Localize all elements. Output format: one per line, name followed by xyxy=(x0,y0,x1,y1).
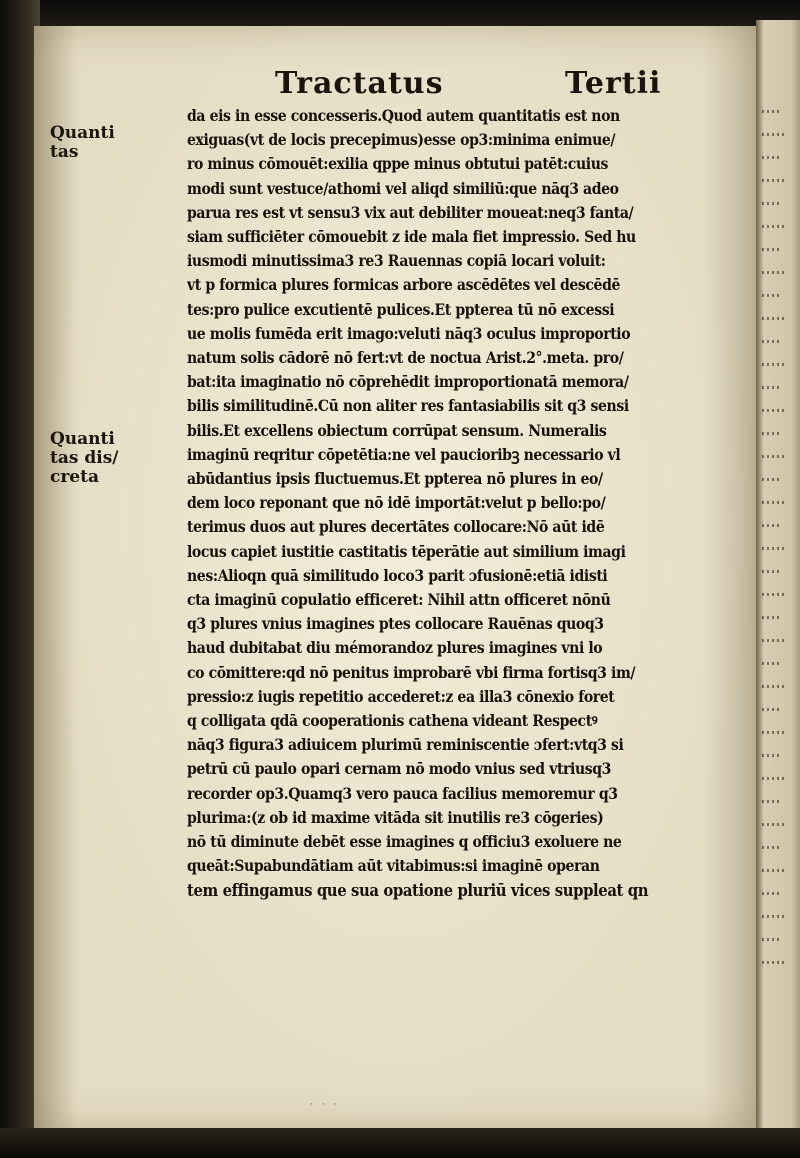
text-line: q3 plures vnius imagines ptes collocare Rauēnas quoq3 xyxy=(187,614,604,634)
bleed-mark xyxy=(762,708,780,711)
text-line: imaginū reqritur cōpetētia:ne vel paucioribꝫ necessario vl xyxy=(187,444,621,464)
bleed-mark xyxy=(762,570,780,573)
text-line: queāt:Supabundātiam aūt vitabimus:si imaginē operan xyxy=(187,856,600,876)
margin-note-line: Quanti xyxy=(50,123,115,143)
bleed-mark xyxy=(762,754,780,757)
margin-note-1 xyxy=(50,124,120,162)
text-line: tem effingamus que sua opatione pluriū vices suppleat qn xyxy=(187,880,649,900)
text-line: siam sufficiēter cōmouebit z ide mala fiet impressio. Sed hu xyxy=(187,227,636,247)
text-line: tes:pro pulice excutientē pulices.Et ppterea tū nō excessi xyxy=(187,299,615,319)
bleed-mark xyxy=(762,386,780,389)
bleed-mark xyxy=(762,294,780,297)
bleed-mark xyxy=(762,248,780,251)
adjacent-page-bleed-through xyxy=(756,110,800,984)
text-line: iusmodi minutissima3 re3 Rauennas copiā locari voluit: xyxy=(187,251,606,271)
body-text xyxy=(187,104,743,903)
text-line: pressio:z iugis repetitio accederet:z ea illa3 cōnexio foret xyxy=(187,686,615,706)
running-header xyxy=(60,66,740,102)
bleed-mark xyxy=(762,662,780,665)
text-line: exiguas(vt de locis precepimus)esse op3:minima enimue/ xyxy=(187,130,616,150)
bleed-mark xyxy=(762,524,780,527)
bleed-mark xyxy=(762,432,780,435)
margin-note-line: Quanti xyxy=(50,429,115,449)
text-line: ro minus cōmouēt:exilia qppe minus obtutui patēt:cuius xyxy=(187,154,608,174)
text-line: ue molis fumēda erit imago:veluti nāq3 oculus improportio xyxy=(187,323,631,343)
bleed-mark xyxy=(762,685,787,688)
adjacent-page-edge xyxy=(756,20,800,1135)
text-line: haud dubitabat diu mémorandoz plures imagines vni lo xyxy=(187,638,603,658)
text-line: vt p formica plures formicas arbore ascēdētes vel descēdē xyxy=(187,275,621,295)
text-line: da eis in esse concesseris.Quod autem quantitatis est non xyxy=(187,106,620,125)
margin-note-line: tas dis/ xyxy=(50,448,119,468)
bleed-mark xyxy=(762,915,787,918)
bleed-mark xyxy=(762,501,787,504)
text-line: q colligata qdā cooperationis cathena videant Respectꝰ xyxy=(187,711,598,731)
text-line: bilis.Et excellens obiectum corrūpat sensum. Numeralis xyxy=(187,420,607,440)
bleed-mark xyxy=(762,225,787,228)
text-line: bat:ita imaginatio nō cōprehēdit improportionatā memora/ xyxy=(187,372,629,392)
bleed-mark xyxy=(762,317,787,320)
bleed-mark xyxy=(762,409,787,412)
bleed-mark xyxy=(762,179,787,182)
bleed-mark xyxy=(762,800,780,803)
bleed-mark xyxy=(762,593,787,596)
margin-note-line: creta xyxy=(50,467,99,487)
scan-bottom-shadow xyxy=(0,1128,800,1158)
text-line: terimus duos aut plures decertātes collocare:Nō aūt idē xyxy=(187,517,605,537)
text-line: parua res est vt sensu3 vix aut debiliter moueat:neq3 fanta/ xyxy=(187,202,634,222)
bleed-mark xyxy=(762,133,787,136)
bleed-mark xyxy=(762,271,787,274)
header-left-word: Tractatus xyxy=(275,66,444,101)
bleed-mark xyxy=(762,961,787,964)
text-line: modi sunt vestuce/athomi vel aliqd similiū:que nāq3 adeo xyxy=(187,178,619,198)
text-line: petrū cū paulo opari cernam nō modo vnius sed vtriusq3 xyxy=(187,759,612,779)
bleed-mark xyxy=(762,639,787,642)
text-line: nāq3 figura3 adiuicem plurimū reminiscentie ɔfert:vtq3 si xyxy=(187,735,624,755)
text-line: nes:Alioqn quā similitudo loco3 parit ɔfusionē:etiā idisti xyxy=(187,565,608,585)
page-foot-marks: · · · xyxy=(310,1100,340,1110)
bleed-mark xyxy=(762,363,787,366)
bleed-mark xyxy=(762,846,780,849)
bleed-mark xyxy=(762,110,780,113)
bleed-mark xyxy=(762,547,787,550)
text-line: recorder op3.Quamq3 vero pauca facilius memoremur q3 xyxy=(187,783,618,803)
text-line: co cōmittere:qd nō penitus improbarē vbi firma fortisq3 im/ xyxy=(187,662,636,682)
bleed-mark xyxy=(762,938,780,941)
text-line: abūdantius ipsis fluctuemus.Et ppterea nō plures in eo/ xyxy=(187,469,603,489)
bleed-mark xyxy=(762,478,780,481)
bleed-mark xyxy=(762,892,780,895)
bleed-mark xyxy=(762,777,787,780)
bleed-mark xyxy=(762,340,780,343)
bleed-mark xyxy=(762,823,787,826)
text-line: bilis similitudinē.Cū non aliter res fantasiabilis sit q3 sensi xyxy=(187,396,629,416)
bleed-mark xyxy=(762,616,780,619)
bleed-mark xyxy=(762,731,787,734)
text-line: natum solis cādorē nō fert:vt de noctua Arist.2°.meta. pro/ xyxy=(187,348,624,368)
header-right-word: Tertii xyxy=(565,66,662,101)
text-line: plurima:(z ob id maxime vitāda sit inutilis re3 cōgeries) xyxy=(187,807,604,827)
margin-note-line: tas xyxy=(50,142,79,162)
text-line: locus capiet iustitie castitatis tēperātie aut similium imagi xyxy=(187,541,626,561)
text-line: cta imaginū copulatio efficeret: Nihil attn officeret nōnū xyxy=(187,590,611,610)
bleed-mark xyxy=(762,202,780,205)
bleed-mark xyxy=(762,455,787,458)
bleed-mark xyxy=(762,156,780,159)
bleed-mark xyxy=(762,869,787,872)
text-line: nō tū diminute debēt esse imagines q officiu3 exoluere ne xyxy=(187,832,622,852)
margin-note-2 xyxy=(50,430,120,487)
text-line: dem loco reponant que nō idē importāt:velut p bello:po/ xyxy=(187,493,606,513)
